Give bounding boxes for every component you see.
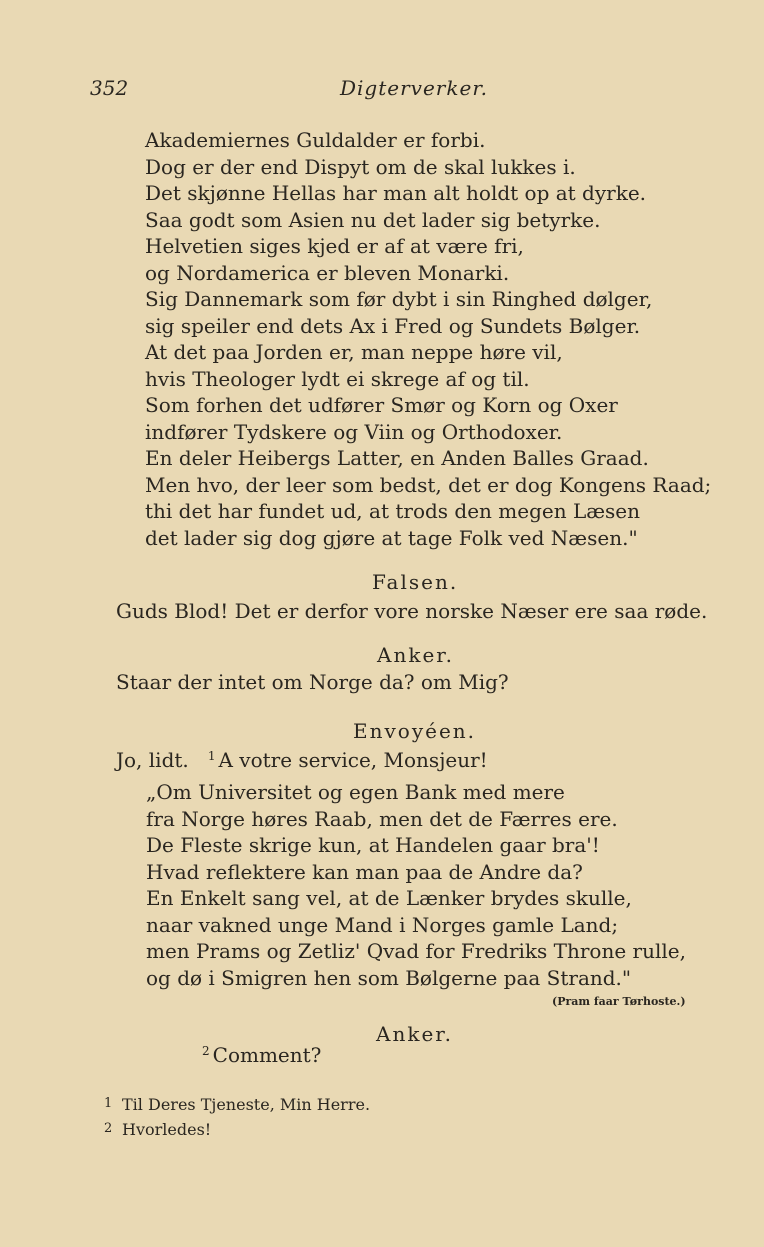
speech-anker-2-text: Comment? xyxy=(212,1043,322,1067)
verse-line: Hvad reflektere kan man paa de Andre da? xyxy=(146,859,583,884)
verse-block-1 xyxy=(145,127,711,551)
footnote xyxy=(104,1092,370,1117)
speech-anker-2 xyxy=(202,1043,321,1067)
running-head: Digterverker. xyxy=(340,76,489,100)
verse-line: og Nordamerica er bleven Monarki. xyxy=(145,260,510,285)
page-number: 352 xyxy=(90,76,129,100)
verse-line: det lader sig dog gjøre at tage Folk ved Næsen." xyxy=(145,525,638,550)
verse-line: Saa godt som Asien nu det lader sig betyrke. xyxy=(145,207,601,232)
verse-line: Dog er der end Dispyt om de skal lukkes i. xyxy=(145,154,576,179)
speech-envoyeen-rest: A votre service, Monsjeur! xyxy=(218,748,488,772)
speech-falsen: Guds Blod! Det er derfor vore norske Næser ere saa røde. xyxy=(116,599,708,623)
speech-envoyeen-start: Jo, lidt. xyxy=(116,748,189,772)
verse-line: En Enkelt sang vel, at de Lænker brydes skulle, xyxy=(146,886,632,910)
verse-line: indfører Tydskere og Viin og Orthodoxer. xyxy=(145,419,563,444)
footnote-number: 1 xyxy=(104,1096,113,1111)
footnote-ref-2: 2 xyxy=(202,1044,210,1058)
verse-line: Sig Dannemark som før dybt i sin Ringhed dølger, xyxy=(145,287,653,311)
footnote xyxy=(104,1117,370,1142)
verse-line: hvis Theologer lydt ei skrege af og til. xyxy=(145,366,530,391)
verse-line: „Om Universitet og egen Bank med mere xyxy=(146,780,565,804)
speaker-anker-2: Anker. xyxy=(376,1022,453,1046)
verse-line: At det paa Jorden er, man neppe høre vil, xyxy=(145,340,563,364)
verse-line: De Fleste skrige kun, at Handelen gaar bra'! xyxy=(146,833,600,857)
verse-line: Det skjønne Hellas har man alt holdt op at dyrke. xyxy=(145,181,647,205)
footnote-text: Til Deres Tjeneste, Min Herre. xyxy=(122,1095,371,1114)
verse-line: sig speiler end dets Ax i Fred og Sundets Bølger. xyxy=(145,313,641,338)
verse-line: Akademiernes Guldalder er forbi. xyxy=(145,128,486,152)
speech-envoyeen xyxy=(116,748,488,772)
footnote-text: Hvorledes! xyxy=(122,1120,212,1139)
speaker-falsen: Falsen. xyxy=(372,570,459,594)
footnote-number: 2 xyxy=(104,1121,113,1136)
verse-line: thi det har fundet ud, at trods den megen Læsen xyxy=(145,499,641,523)
verse-line: Helvetien siges kjed er af at være fri, xyxy=(145,234,524,258)
verse-line: naar vakned unge Mand i Norges gamle Land; xyxy=(146,912,619,937)
speaker-envoyeen: Envoyéen. xyxy=(353,719,477,743)
verse-line: Som forhen det udfører Smør og Korn og Oxer xyxy=(145,393,618,417)
footnotes xyxy=(104,1092,370,1142)
verse-line: fra Norge høres Raab, men det de Færres ere. xyxy=(146,806,618,831)
source-note: (Pram faar Tørhoste.) xyxy=(552,995,686,1008)
speaker-anker: Anker. xyxy=(377,643,454,667)
verse-line: og dø i Smigren hen som Bølgerne paa Strand." xyxy=(146,965,632,990)
footnote-ref-1: 1 xyxy=(207,749,216,763)
verse-line: Men hvo, der leer som bedst, det er dog Kongens Raad; xyxy=(145,472,712,497)
verse-line: En deler Heibergs Latter, en Anden Balles Graad. xyxy=(145,446,649,470)
verse-line: men Prams og Zetliz' Qvad for Fredriks Throne rulle, xyxy=(146,939,686,963)
speech-anker: Staar der intet om Norge da? om Mig? xyxy=(116,670,509,694)
verse-block-2 xyxy=(146,779,686,991)
